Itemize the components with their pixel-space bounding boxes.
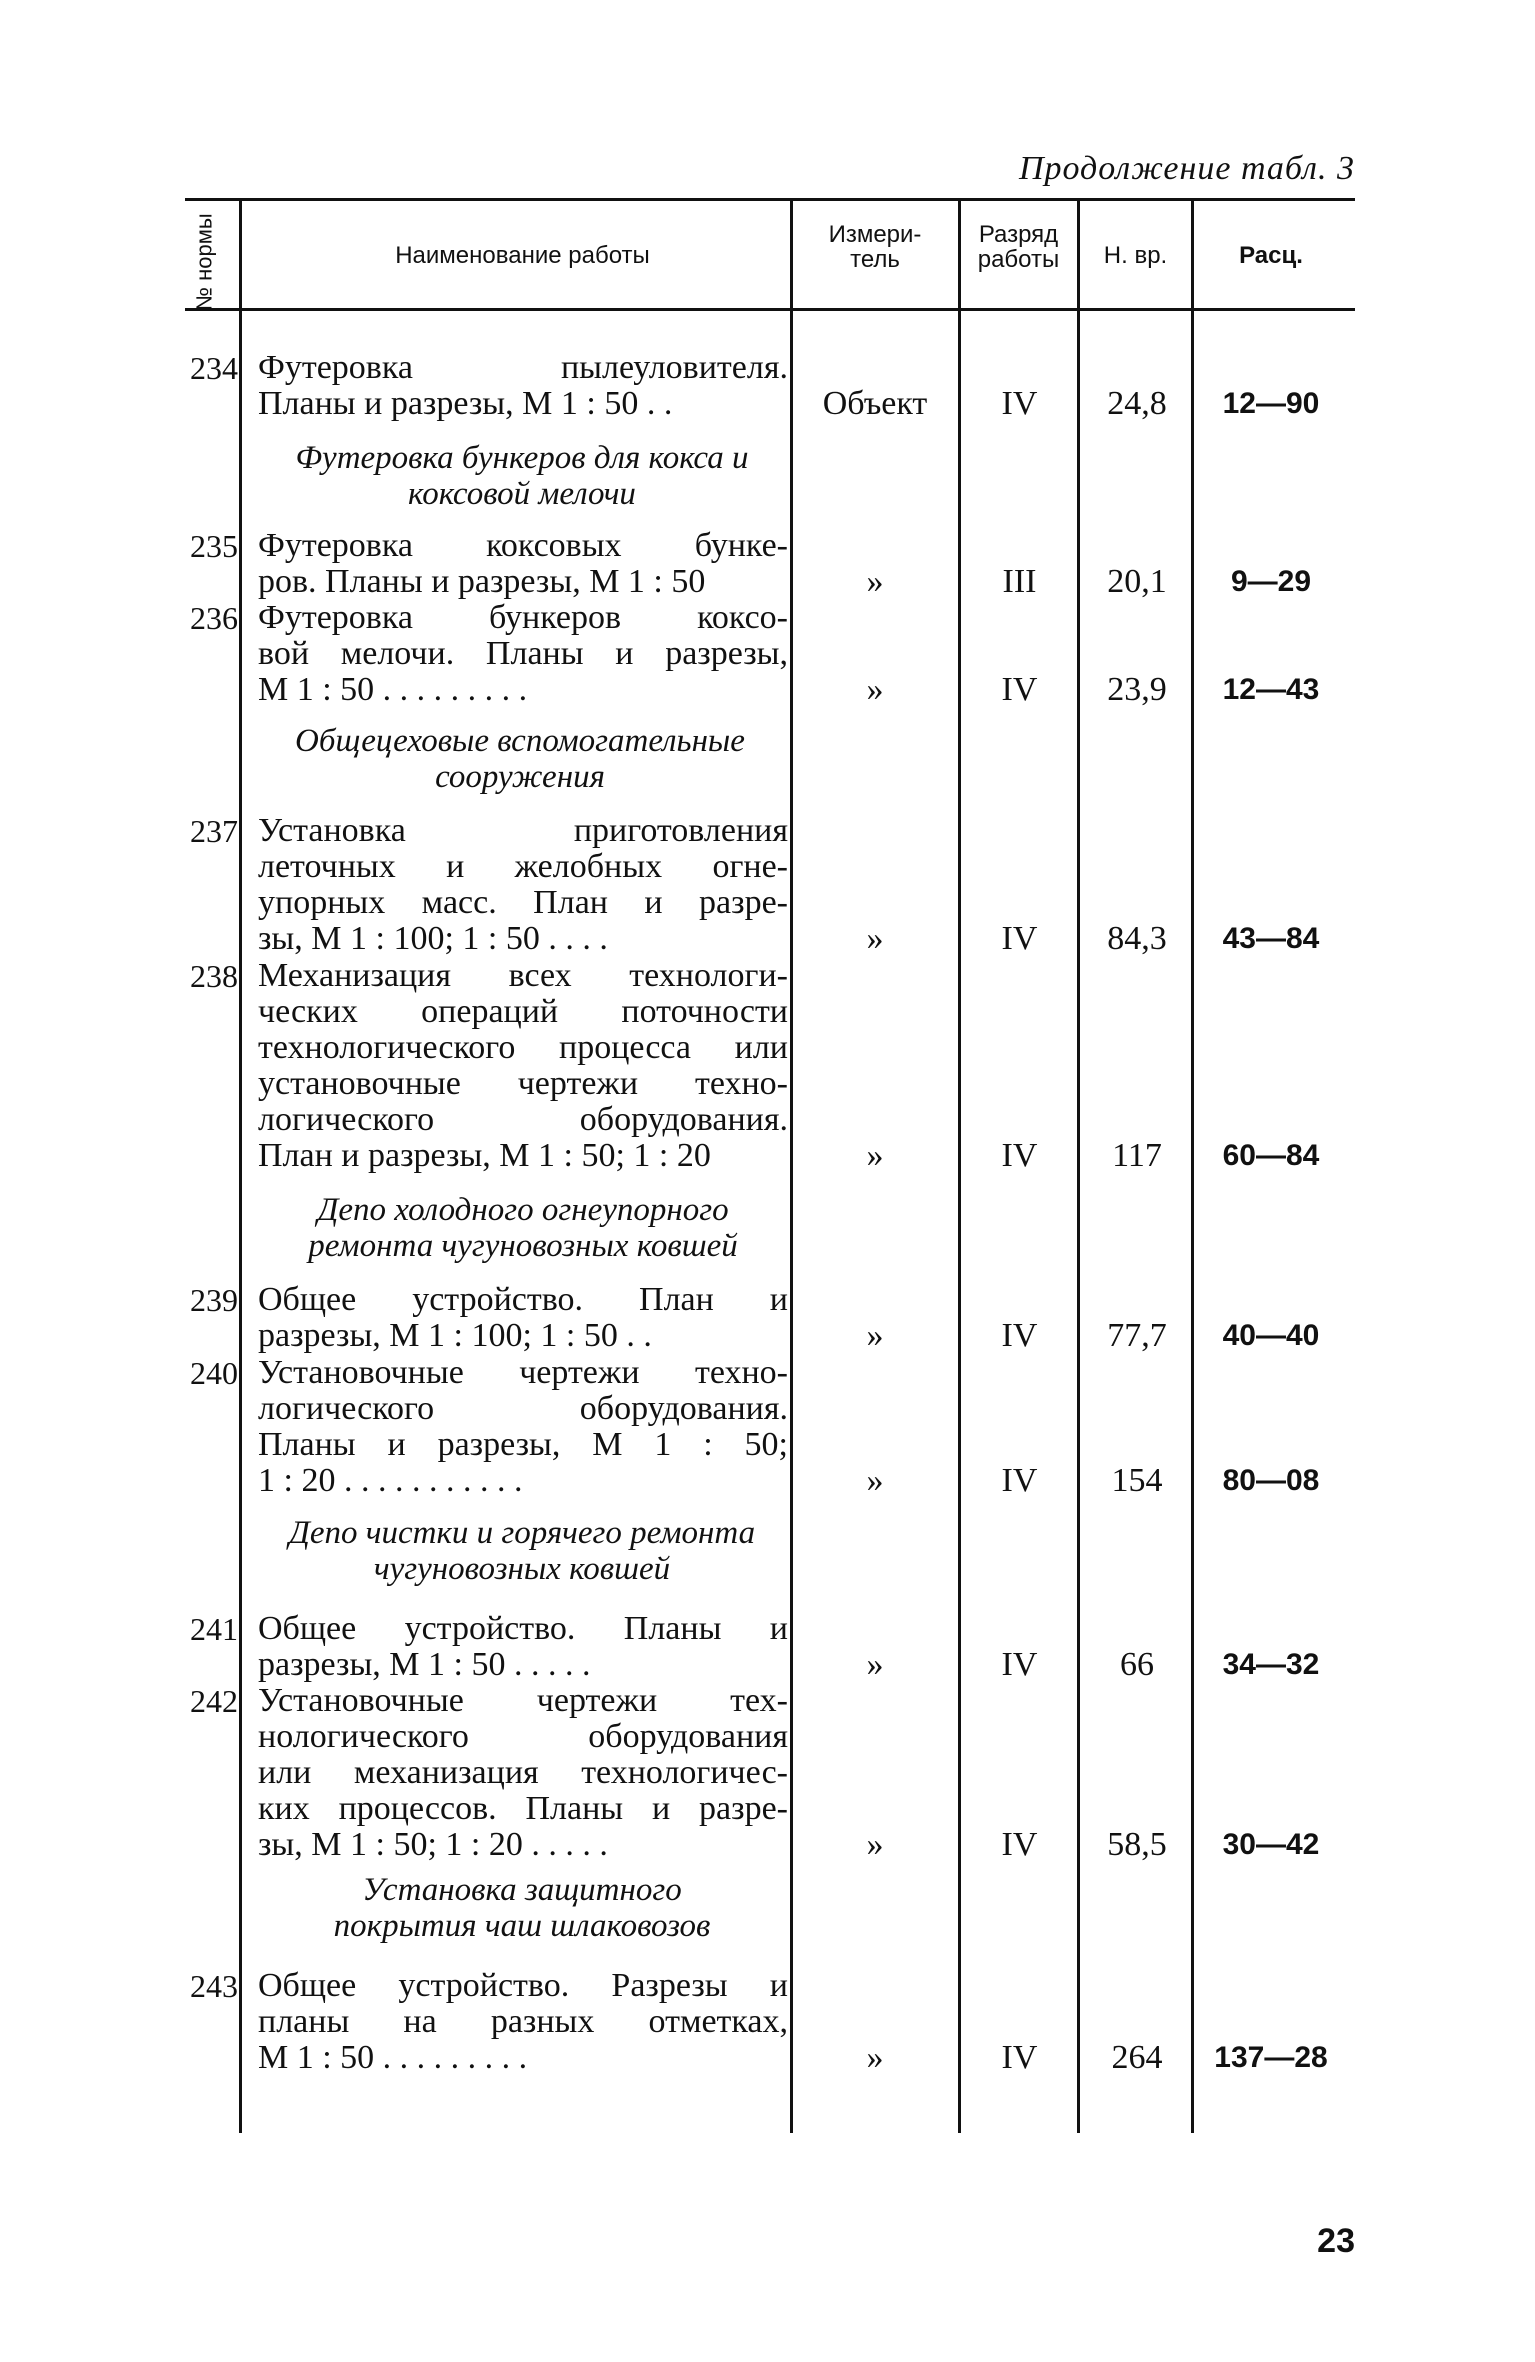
section-title: Футеровка бункеров для кокса и коксовой мелочи <box>295 440 749 512</box>
work-description-line: Футеровка бункеров коксо- <box>258 599 788 636</box>
work-description-line: логического оборудования. <box>258 1390 788 1427</box>
col-divider-izm <box>958 198 961 2133</box>
work-description-line: Планы и разрезы, М 1 : 50 . . <box>258 385 673 422</box>
time-norm: 23,9 <box>1107 671 1167 708</box>
measure-unit: Объект <box>822 385 928 422</box>
work-description-line: вой мелочи. Планы и разрезы, <box>258 635 788 672</box>
header-time-norm: Н. вр. <box>1103 242 1168 269</box>
col-divider-name <box>790 198 793 2133</box>
header-norm-number: № нормы <box>191 213 217 311</box>
section-title: Депо чистки и горячего ремонта чугуновозных ковшей <box>288 1515 756 1587</box>
work-description-line: ких процессов. Планы и разре- <box>258 1790 788 1827</box>
work-description-line: нологического оборудования <box>258 1718 788 1755</box>
time-norm: 84,3 <box>1107 920 1167 957</box>
header-bottom-rule <box>185 308 1355 311</box>
header-rate: Расц. <box>1239 242 1303 269</box>
norm-number: 240 <box>190 1355 238 1391</box>
work-description-line: разрезы, М 1 : 50 . . . . . <box>258 1646 591 1683</box>
measure-unit: » <box>866 1317 884 1354</box>
work-grade: IV <box>1001 1462 1038 1499</box>
norm-number: 243 <box>190 1968 238 2004</box>
rate-value: 34—32 <box>1222 1648 1320 1681</box>
col-divider-razryad <box>1077 198 1080 2133</box>
work-grade: IV <box>1001 2039 1038 2076</box>
section-title: Общецеховые вспомогательные сооружения <box>295 723 745 795</box>
work-description-line: Планы и разрезы, М 1 : 50; <box>258 1426 788 1463</box>
work-description-line: установочные чертежи техно- <box>258 1065 788 1102</box>
norm-number: 237 <box>190 813 238 849</box>
norm-number: 238 <box>190 958 238 994</box>
header-measure-unit: Измери-тель <box>828 221 922 274</box>
work-description-line: ров. Планы и разрезы, М 1 : 50 <box>258 563 706 600</box>
work-description-line: или механизация технологичес- <box>258 1754 788 1791</box>
work-grade: IV <box>1001 1646 1038 1683</box>
measure-unit: » <box>866 1137 884 1174</box>
work-grade: III <box>1002 563 1037 600</box>
work-description-line: Футеровка пылеуловителя. <box>258 349 788 386</box>
time-norm: 24,8 <box>1107 385 1167 422</box>
measure-unit: » <box>866 920 884 957</box>
rate-value: 9—29 <box>1230 565 1312 598</box>
work-description-line: Установочные чертежи тех- <box>258 1682 788 1719</box>
work-description-line: зы, М 1 : 100; 1 : 50 . . . . <box>258 920 608 957</box>
norm-number: 235 <box>190 528 238 564</box>
section-title: Установка защитного покрытия чаш шлаковозов <box>333 1872 711 1944</box>
measure-unit: » <box>866 671 884 708</box>
work-description-line: Механизация всех технологи- <box>258 957 788 994</box>
work-grade: IV <box>1001 1826 1038 1863</box>
norm-number: 241 <box>190 1611 238 1647</box>
work-description-line: Установка приготовления <box>258 812 788 849</box>
work-grade: IV <box>1001 385 1038 422</box>
table-continuation-title: Продолжение табл. 3 <box>1018 150 1355 187</box>
time-norm: 117 <box>1112 1137 1162 1174</box>
work-description-line: зы, М 1 : 50; 1 : 20 . . . . . <box>258 1826 608 1863</box>
measure-unit: » <box>866 1646 884 1683</box>
measure-unit: » <box>866 563 884 600</box>
work-description-line: разрезы, М 1 : 100; 1 : 50 . . <box>258 1317 652 1354</box>
col-divider-num <box>239 198 242 2133</box>
norm-number: 239 <box>190 1282 238 1318</box>
measure-unit: » <box>866 1462 884 1499</box>
work-description-line: Общее устройство. Планы и <box>258 1610 788 1647</box>
work-description-line: М 1 : 50 . . . . . . . . . <box>258 671 528 708</box>
time-norm: 20,1 <box>1107 563 1167 600</box>
rate-value: 43—84 <box>1222 922 1320 955</box>
rate-value: 30—42 <box>1222 1828 1320 1861</box>
rate-value: 40—40 <box>1222 1319 1320 1352</box>
section-title: Депо холодного огнеупорного ремонта чугуновозных ковшей <box>308 1192 738 1264</box>
header-top-rule <box>185 198 1355 201</box>
norm-number: 242 <box>190 1683 238 1719</box>
work-description-line: Общее устройство. Разрезы и <box>258 1967 788 2004</box>
work-description-line: леточных и желобных огне- <box>258 848 788 885</box>
work-description-line: Футеровка коксовых бунке- <box>258 527 788 564</box>
time-norm: 264 <box>1111 2039 1163 2076</box>
work-grade: IV <box>1001 671 1038 708</box>
time-norm: 77,7 <box>1107 1317 1167 1354</box>
time-norm: 154 <box>1111 1462 1163 1499</box>
work-grade: IV <box>1001 920 1038 957</box>
work-description-line: Установочные чертежи техно- <box>258 1354 788 1391</box>
header-work-name: Наименование работы <box>395 242 650 269</box>
norm-number: 234 <box>190 350 238 386</box>
rate-value: 60—84 <box>1222 1139 1320 1172</box>
work-grade: IV <box>1001 1137 1038 1174</box>
rate-value: 12—90 <box>1222 387 1320 420</box>
work-grade: IV <box>1001 1317 1038 1354</box>
time-norm: 66 <box>1120 1646 1154 1683</box>
time-norm: 58,5 <box>1107 1826 1167 1863</box>
measure-unit: » <box>866 2039 884 2076</box>
work-description-line: логического оборудования. <box>258 1101 788 1138</box>
work-description-line: технологического процесса или <box>258 1029 788 1066</box>
work-description-line: Общее устройство. План и <box>258 1281 788 1318</box>
work-description-line: М 1 : 50 . . . . . . . . . <box>258 2039 528 2076</box>
work-description-line: планы на разных отметках, <box>258 2003 788 2040</box>
page-number: 23 <box>1317 2222 1355 2260</box>
measure-unit: » <box>866 1826 884 1863</box>
norm-number: 236 <box>190 600 238 636</box>
header-work-grade: Разряд работы <box>977 221 1060 274</box>
work-description-line: упорных масс. План и разре- <box>258 884 788 921</box>
work-description-line: 1 : 20 . . . . . . . . . . . <box>258 1462 523 1499</box>
rate-value: 80—08 <box>1222 1464 1320 1497</box>
rate-value: 12—43 <box>1222 673 1320 706</box>
work-description-line: ческих операций поточности <box>258 993 788 1030</box>
rate-value: 137—28 <box>1214 2041 1328 2074</box>
work-description-line: План и разрезы, М 1 : 50; 1 : 20 <box>258 1137 711 1174</box>
